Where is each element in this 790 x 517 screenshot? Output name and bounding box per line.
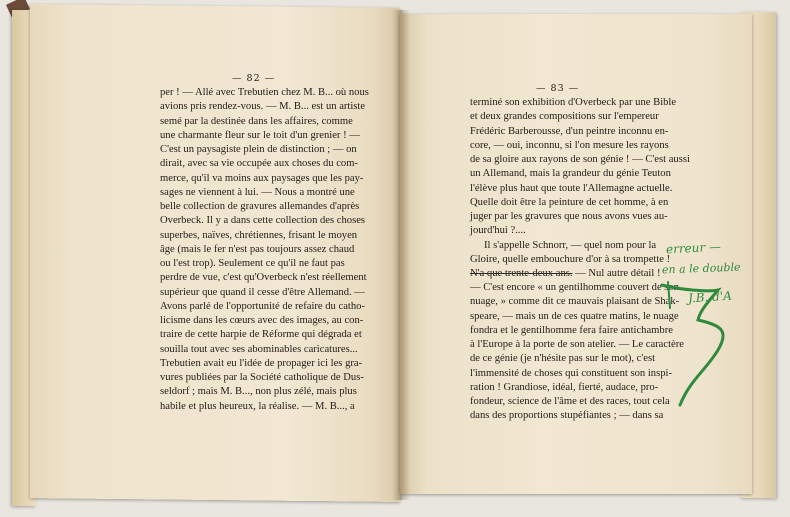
- text-line: l'immensité de choses qui constituent son inspi-: [470, 367, 672, 379]
- text-line: une charmante fleur sur le toit d'un grenier ! —: [160, 129, 360, 141]
- annotation-line-1: erreur —: [665, 239, 722, 257]
- text-line: — C'est encore « un gentilhomme couvert de son: [470, 282, 680, 293]
- text-line: C'est un paysagiste plein de distinction ; — on: [160, 144, 357, 155]
- text-line: superbes, naïves, chrétiennes, frisant le moyen: [160, 229, 358, 241]
- text-line: semé par la destinée dans les affaires, comme: [160, 115, 353, 127]
- right-page-text-bottom: [470, 281, 684, 424]
- text-line: Il s'appelle Schnorr, — quel nom pour la: [484, 239, 657, 251]
- text-line: core, — oui, inconnu, si l'on mesure les rayons: [470, 139, 669, 151]
- text-line: Trebutien avait eu l'idée de propager ici les gra-: [160, 357, 363, 369]
- text-line: Gloire, quelle embouchure d'or à sa trompette !: [470, 253, 671, 265]
- text-line: vures publiées par la Société catholique de Dus-: [160, 372, 364, 383]
- text-line: belle collection de gravures allemandes d'après: [160, 201, 360, 212]
- text-line: fondeur, science de l'âme et des races, tout cela: [470, 396, 670, 407]
- text-line: per ! — Allé avec Trebutien chez M. B... où nous: [160, 87, 369, 98]
- text-line: supérieur que quand il cesse d'être Allemand. —: [160, 286, 365, 298]
- text-line: nuage, » comme dit ce mauvais plaisant de Shak-: [470, 296, 680, 308]
- left-page-number: — 82 —: [232, 73, 276, 84]
- text-line: de ce génie (je n'hésite pas sur le mot), c'est: [470, 353, 656, 365]
- right-page-text-top: [470, 96, 690, 267]
- text-line: dans des proportions stupéfiantes ; — dans sa: [470, 410, 664, 422]
- text-line: fondra et le gentilhomme fera faire antichambre: [470, 324, 673, 336]
- annotation-flourish: [640, 230, 750, 420]
- text-line: Avons parlé de l'opportunité de refaire du catho-: [160, 300, 365, 312]
- left-page-text: [160, 86, 368, 414]
- right-page-number: — 83 —: [536, 83, 580, 94]
- text-line: de sa gloire aux rayons de son génie ! — C'est aussi: [470, 154, 690, 165]
- text-line: Overbeck. Il y a dans cette collection des choses: [160, 215, 366, 227]
- annotation-line-2: en a le double: [661, 260, 741, 277]
- text-line: speare, — mais un de ces quatre matins, le nuage: [470, 310, 679, 322]
- text-line: sages ne viennent à lui. — Nous a montré une: [160, 186, 355, 198]
- text-line: Frédéric Barberousse, d'un peintre inconnu en-: [470, 125, 669, 137]
- text-line: perdre de vue, c'est qu'Overbeck n'est réellement: [160, 272, 367, 284]
- text-line: un Allemand, mais la grandeur du génie Teuton: [470, 168, 671, 180]
- text-line: ration ! Grandiose, idéal, fierté, audace, pro-: [470, 381, 659, 393]
- text-line: souilla tout avec ses abominables caricatures...: [160, 343, 358, 355]
- struck-text: N'a que trente-deux ans.: [470, 268, 573, 279]
- text-line: seldorf ; mais M. B..., non plus zélé, mais plus: [160, 386, 357, 398]
- text-line: juger par les gravures que nous avons vues au-: [470, 211, 668, 222]
- text-line: l'élève plus haut que toute l'Allemagne actuelle.: [470, 182, 673, 194]
- text-line: dirait, avec sa vie occupée aux choses du com-: [160, 158, 358, 170]
- text-line: merce, qu'il va moins aux paysages que les pay-: [160, 172, 364, 184]
- text-line: jourd'hui ?....: [470, 225, 526, 237]
- text-line: avions pris rendez-vous. — M. B... est un artiste: [160, 101, 366, 113]
- annotation-initials: J.B. d'A: [687, 288, 733, 306]
- text-line: âge (mais le fer n'est pas toujours assez chaud: [160, 243, 355, 255]
- text-line: ou l'est trop). Seulement ce qu'il ne faut pas: [160, 258, 345, 269]
- text-line: habile et plus heureux, la réalise. — M. B..., a: [160, 400, 355, 412]
- text-line: terminé son exhibition d'Overbeck par une Bible: [470, 97, 677, 108]
- text-line: et deux grandes compositions sur l'empereur: [470, 111, 659, 123]
- right-page-struck-line: [470, 267, 661, 281]
- after-strike-text: — Nul autre détail !: [572, 268, 661, 279]
- text-line: licisme dans les cœurs avec des images, au con-: [160, 315, 364, 326]
- text-line: Quelle doit être la peinture de cet homme, à en: [470, 196, 669, 208]
- book-gutter: [392, 10, 410, 500]
- text-line: à l'Europe à la porte de son atelier. — Le caractère: [470, 339, 684, 350]
- text-line: traire de cette harpie de Réforme qui dégrada et: [160, 329, 362, 341]
